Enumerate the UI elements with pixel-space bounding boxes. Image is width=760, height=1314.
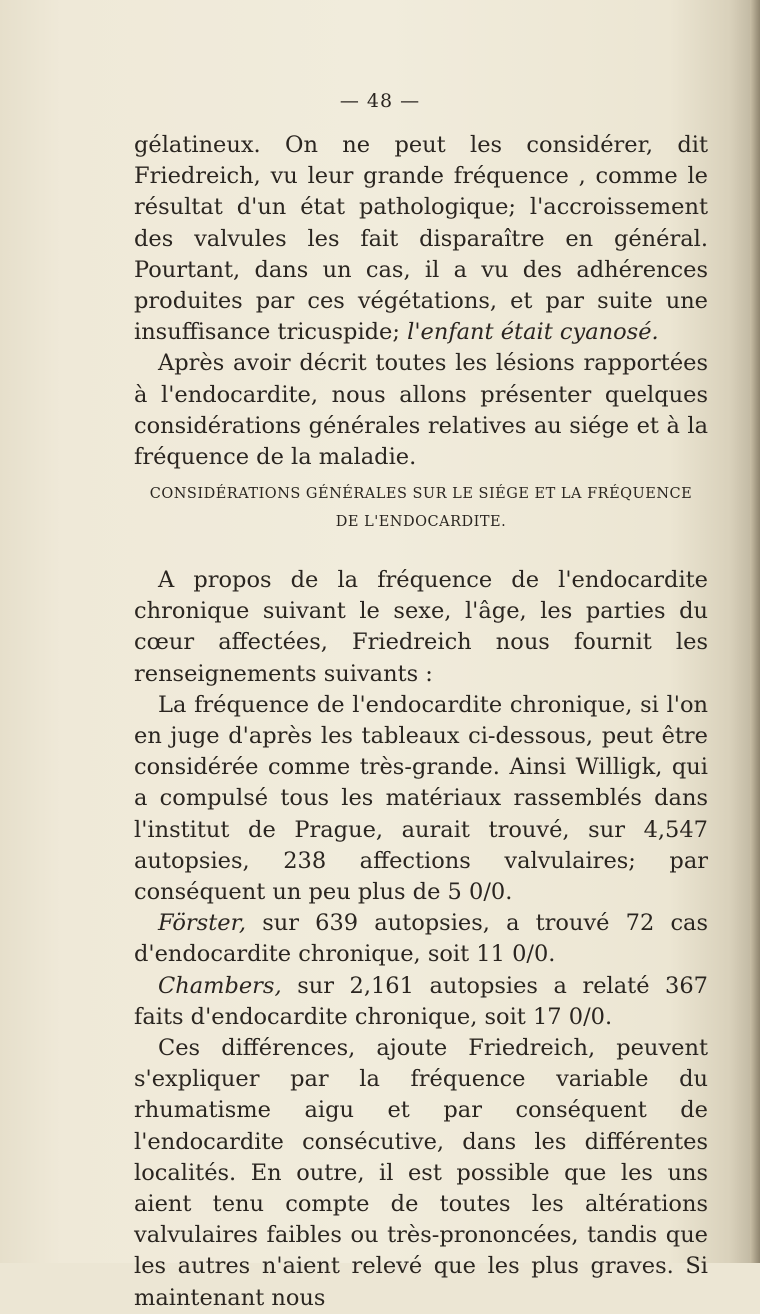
paragraph-2: Après avoir décrit toutes les lésions rapportées à l'endocardite, nous allons présenter quelques considérations générales relatives au siége et à la fréquence de la maladie. <box>134 350 708 471</box>
text-block-bottom <box>134 565 708 1314</box>
section-heading-line-2: DE L'ENDOCARDITE. <box>335 514 507 530</box>
section-heading <box>134 480 708 536</box>
paragraph-1-text: gélatineux. On ne peut les considérer, dit Friedreich, vu leur grande fréquence , comme le résultat d'un état pathologique; l'accroissement des valvules les fait disparaître en général. Pourtant, dans un cas, il a vu des adhérences produites par ces végétations, et par suite une insuffisance tricuspide; <box>134 132 708 346</box>
paragraph-6-author: Chambers, <box>158 972 282 999</box>
paragraph-5-author: Förster, <box>158 910 247 937</box>
page-number: — 48 — <box>339 90 421 112</box>
paragraph-7: Ces différences, ajoute Friedreich, peuvent s'expliquer par la fréquence variable du rhumatisme aigu et par conséquent de l'endocardite consécutive, dans les différentes localités. En outre, il est possible que les uns aient tenu compte de toutes les altérations valvulaires faibles ou très-prononcées, tandis que les autres n'aient relevé que les plus graves. Si maintenant nous <box>134 1035 708 1311</box>
paragraph-5 <box>134 908 708 970</box>
text-block-top <box>134 130 708 473</box>
paragraph-3: A propos de la fréquence de l'endocardite chronique suivant le sexe, l'âge, les parties du cœur affectées, Friedreich nous fournit les renseignements suivants : <box>134 567 708 687</box>
paragraph-6 <box>134 971 708 1033</box>
paragraph-6-text: sur 2,161 autopsies a relaté 367 faits d'endocardite chronique, soit 17 0/0. <box>134 972 708 1030</box>
page-binding-edge <box>750 0 760 1263</box>
paragraph-1-italic: l'enfant était cyanosé. <box>407 319 659 346</box>
section-heading-line-1: CONSIDÉRATIONS GÉNÉRALES SUR LE SIÉGE ET LA FRÉQUENCE <box>149 486 693 502</box>
paragraph-4: La fréquence de l'endocardite chronique, si l'on en juge d'après les tableaux ci-dessous, peut être considérée comme très-grande. Ainsi Willigk, qui a compulsé tous les matériaux rassemblés dans l'institut de Prague, aurait trouvé, sur 4,547 autopsies, 238 affections valvulaires; par conséquent un peu plus de 5 0/0. <box>134 691 708 906</box>
paragraph-5-text: sur 639 autopsies, a trouvé 72 cas d'endocardite chronique, soit 11 0/0. <box>134 910 709 968</box>
paragraph-1 <box>134 130 708 348</box>
